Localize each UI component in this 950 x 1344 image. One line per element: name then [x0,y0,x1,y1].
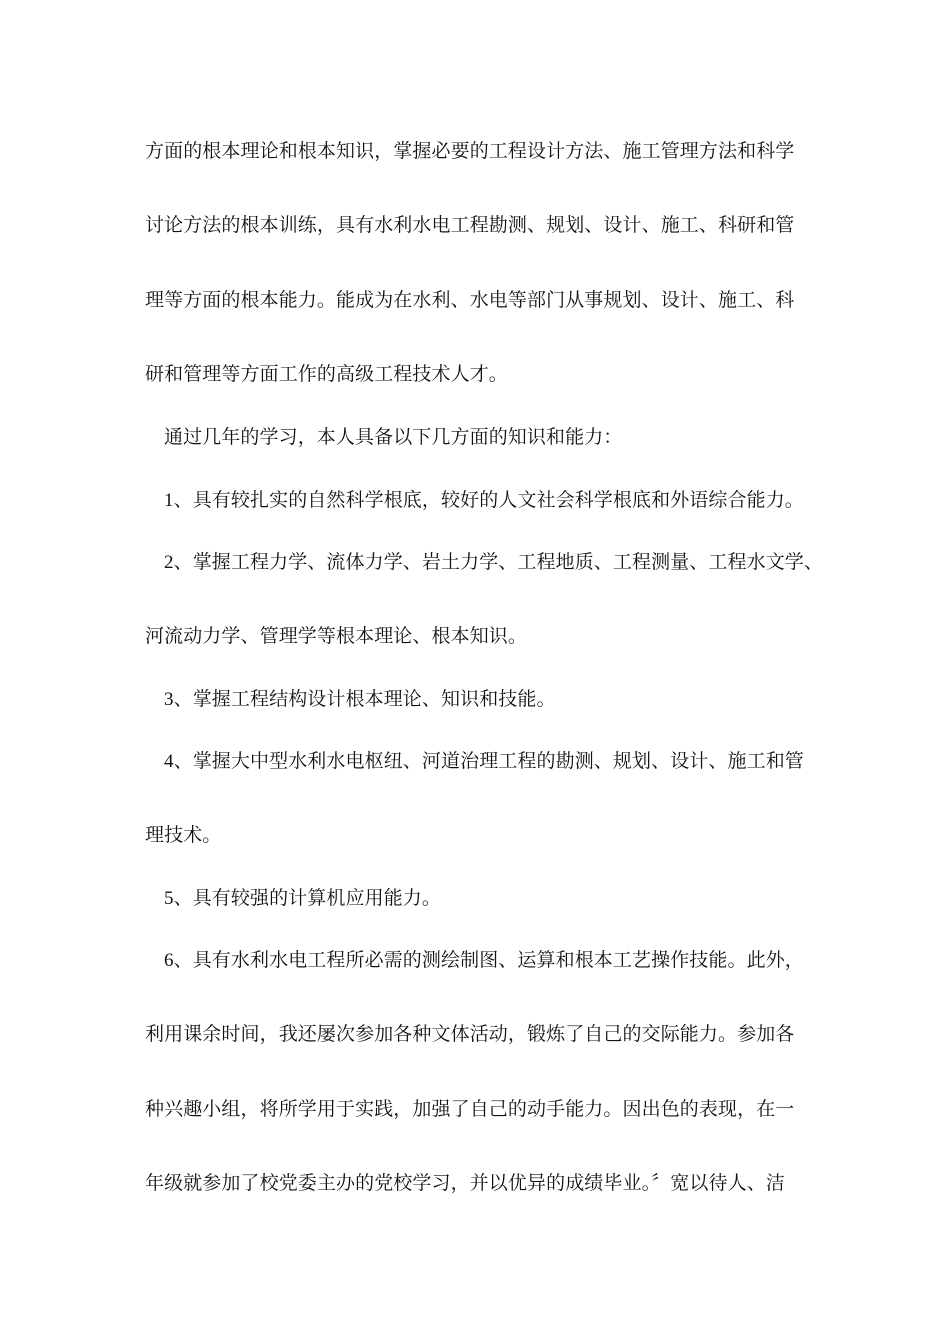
item-number: 6 [164,950,174,971]
item-continuation: 理技术。 [145,824,222,846]
item-number: 4 [164,751,174,772]
item-text: 、具有水利水电工程所必需的测绘制图、运算和根本工艺操作技能。此外， [173,949,804,971]
list-item [164,549,823,576]
list-item [164,947,804,974]
summary-line: 通过几年的学习，本人具备以下几方面的知识和能力： [164,426,623,448]
item-number: 3 [164,689,174,710]
item-text: 、具有较扎实的自然科学根底，较好的人文社会科学根底和外语综合能力。 [173,489,804,511]
item-text: 、掌握大中型水利水电枢纽、河道治理工程的勘测、规划、设计、施工和管 [173,750,804,772]
intro-line: 理等方面的根本能力。能成为在水利、水电等部门从事规划、设计、施工、科 [145,289,795,311]
item-number: 2 [164,552,174,573]
list-item [164,748,804,775]
list-item [164,686,556,713]
item-continuation: 河流动力学、管理学等根本理论、根本知识。 [145,625,528,647]
item-text: 、具有较强的计算机应用能力。 [173,887,442,909]
item-number: 5 [164,888,174,909]
list-item [164,487,804,514]
list-item [164,885,441,912]
intro-line: 方面的根本理论和根本知识，掌握必要的工程设计方法、施工管理方法和科学 [145,140,795,162]
item-text: 、掌握工程结构设计根本理论、知识和技能。 [173,688,556,710]
item-continuation: 种兴趣小组，将所学用于实践，加强了自己的动手能力。因出色的表现，在一 [145,1098,795,1120]
intro-line: 研和管理等方面工作的高级工程技术人才。 [145,363,508,385]
intro-line: 讨论方法的根本训练，具有水利水电工程勘测、规划、设计、施工、科研和管 [145,214,795,236]
item-continuation: 利用课余时间，我还屡次参加各种文体活动，锻炼了自己的交际能力。参加各 [145,1023,795,1045]
item-continuation: 年级就参加了校党委主办的党校学习，并以优异的成绩毕业。〞宽以待人、洁 [145,1172,785,1194]
item-text: 、掌握工程力学、流体力学、岩土力学、工程地质、工程测量、工程水文学、 [173,551,824,573]
item-number: 1 [164,490,174,511]
